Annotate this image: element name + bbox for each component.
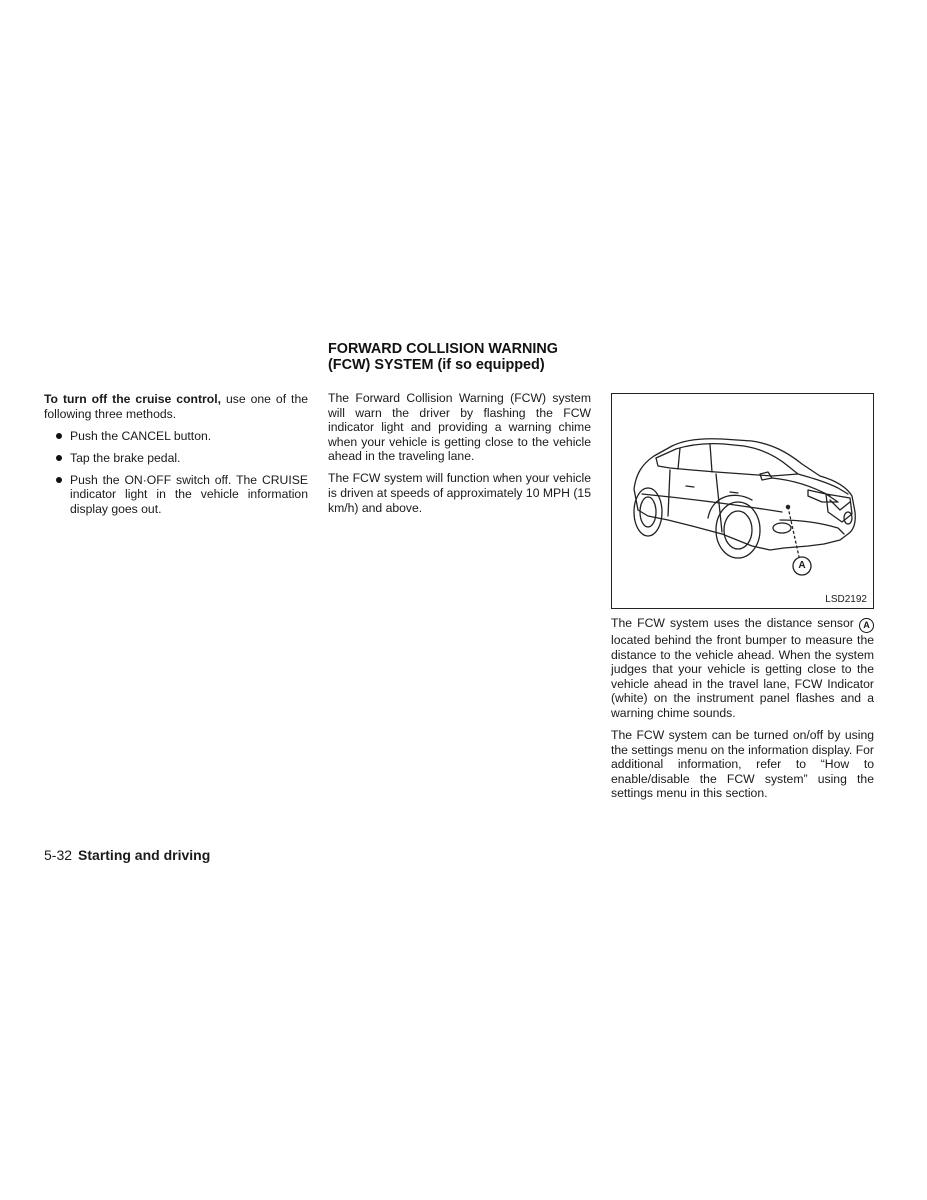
fcw-description: The Forward Collision Warning (FCW) system will warn the driver by flashing the FCW indicator light and providing a warning chime when your vehicle is getting close to the vehicle ahead in the traveling lane. xyxy=(328,391,591,464)
car-grille xyxy=(826,494,852,522)
list-item xyxy=(44,429,308,444)
cruise-off-lead-rest: use one of the following three methods. xyxy=(44,392,308,421)
car-door-handle xyxy=(686,486,694,487)
bullet-icon xyxy=(56,455,62,461)
fcw-settings-info: The FCW system can be turned on/off by using the settings menu on the information display. For additional information, refer to “How to enable/disable the FCW system” using the settings menu in this section. xyxy=(611,728,874,801)
section-heading-line2: (FCW) SYSTEM (if so equipped) xyxy=(328,357,545,373)
section-heading-line1: FORWARD COLLISION WARNING xyxy=(328,341,558,357)
car-fog-light xyxy=(773,523,791,533)
section-title: Starting and driving xyxy=(78,847,211,863)
car-window-pillar xyxy=(710,444,712,472)
left-column xyxy=(44,392,308,524)
cruise-off-intro xyxy=(44,392,308,421)
fcw-sensor-text-end: located behind the front bumper to measure the distance to the vehicle ahead. When the system judges that your vehicle is getting close to the vehicle ahead in the travel lane, FCW Indicator (white) on the instrument panel flashes and a warning chime sounds. xyxy=(611,633,874,720)
vehicle-illustration xyxy=(612,394,873,608)
list-item-text: Push the CANCEL button. xyxy=(70,428,212,443)
figure-code: LSD2192 xyxy=(825,594,867,605)
car-front-bumper xyxy=(780,520,844,534)
car-door-line xyxy=(668,470,670,516)
cruise-off-lead: To turn off the cruise control, xyxy=(44,392,221,406)
sensor-callout-marker: A xyxy=(859,618,874,633)
car-window-pillar xyxy=(678,448,680,469)
car-body-outline xyxy=(634,439,855,550)
car-side-crease xyxy=(642,494,782,512)
fcw-sensor-description xyxy=(611,616,874,721)
callout-leader-line xyxy=(788,507,799,557)
page-number: 5-32 xyxy=(44,847,73,863)
right-column xyxy=(611,393,874,809)
car-front-wheel-rim xyxy=(724,511,752,549)
section-heading xyxy=(328,341,591,373)
fcw-sensor-text-start: The FCW system uses the distance sensor xyxy=(611,616,859,630)
car-door-handle xyxy=(730,492,738,493)
middle-column xyxy=(328,341,591,523)
callout-label: A xyxy=(798,560,806,571)
cruise-off-methods xyxy=(44,429,308,517)
list-item xyxy=(44,473,308,517)
fcw-speed-info: The FCW system will function when your vehicle is driven at speeds of approximately 10 MPH (15 km/h) and above. xyxy=(328,471,591,515)
list-item xyxy=(44,451,308,466)
list-item-text: Tap the brake pedal. xyxy=(70,450,181,465)
vehicle-figure xyxy=(611,393,874,609)
bullet-icon xyxy=(56,433,62,439)
page-footer xyxy=(44,847,210,863)
bullet-icon xyxy=(56,477,62,483)
list-item-text: Push the ON·OFF switch off. The CRUISE indicator light in the vehicle information display goes out. xyxy=(70,472,308,517)
